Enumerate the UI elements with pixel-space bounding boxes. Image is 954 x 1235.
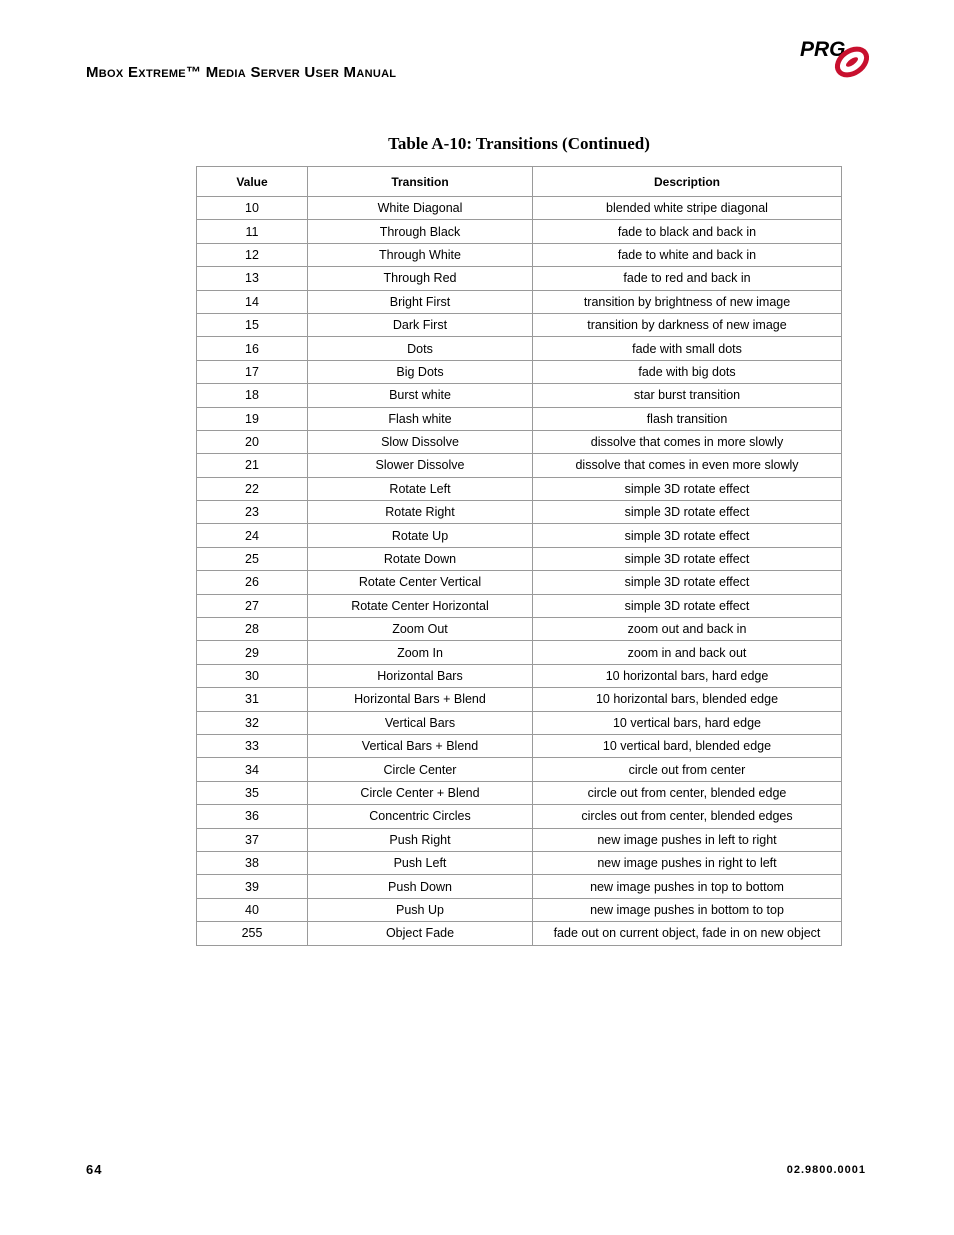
cell-transition: Concentric Circles <box>308 805 533 828</box>
table-row <box>197 384 842 407</box>
cell-description: star burst transition <box>533 384 842 407</box>
cell-transition: Push Down <box>308 875 533 898</box>
table-row <box>197 313 842 336</box>
table-row <box>197 547 842 570</box>
cell-value: 35 <box>197 781 308 804</box>
cell-transition: Through Black <box>308 220 533 243</box>
cell-value: 11 <box>197 220 308 243</box>
column-header-description: Description <box>533 167 842 197</box>
cell-transition: Flash white <box>308 407 533 430</box>
cell-description: zoom out and back in <box>533 618 842 641</box>
table-row <box>197 898 842 921</box>
cell-value: 32 <box>197 711 308 734</box>
cell-description: simple 3D rotate effect <box>533 501 842 524</box>
table-body <box>197 197 842 946</box>
table-row <box>197 805 842 828</box>
table-row <box>197 337 842 360</box>
cell-description: dissolve that comes in even more slowly <box>533 454 842 477</box>
table-row <box>197 875 842 898</box>
cell-value: 17 <box>197 360 308 383</box>
cell-value: 22 <box>197 477 308 500</box>
cell-description: simple 3D rotate effect <box>533 477 842 500</box>
cell-transition: Rotate Center Horizontal <box>308 594 533 617</box>
table-title: Table A-10: Transitions (Continued) <box>388 134 650 153</box>
table-row <box>197 220 842 243</box>
transitions-table <box>196 166 842 946</box>
cell-description: fade to black and back in <box>533 220 842 243</box>
table-row <box>197 197 842 220</box>
cell-value: 39 <box>197 875 308 898</box>
table-row <box>197 758 842 781</box>
cell-transition: Horizontal Bars + Blend <box>308 688 533 711</box>
cell-value: 30 <box>197 664 308 687</box>
table-row <box>197 711 842 734</box>
cell-description: new image pushes in left to right <box>533 828 842 851</box>
cell-value: 12 <box>197 243 308 266</box>
document-number: 02.9800.0001 <box>786 1164 866 1176</box>
table-row <box>197 594 842 617</box>
cell-description: fade to red and back in <box>533 267 842 290</box>
cell-value: 14 <box>197 290 308 313</box>
cell-value: 13 <box>197 267 308 290</box>
table-row <box>197 828 842 851</box>
cell-description: transition by brightness of new image <box>533 290 842 313</box>
cell-value: 20 <box>197 430 308 453</box>
cell-description: blended white stripe diagonal <box>533 197 842 220</box>
manual-title: Mbox Extreme™ Media Server User Manual <box>86 64 397 81</box>
cell-transition: Push Right <box>308 828 533 851</box>
table-row <box>197 290 842 313</box>
cell-description: fade with big dots <box>533 360 842 383</box>
table-row <box>197 641 842 664</box>
table-row <box>197 571 842 594</box>
cell-transition: Slower Dissolve <box>308 454 533 477</box>
logo-text: PRG <box>800 38 846 61</box>
cell-transition: Bright First <box>308 290 533 313</box>
cell-description: new image pushes in bottom to top <box>533 898 842 921</box>
cell-description: fade out on current object, fade in on new object <box>533 922 842 945</box>
cell-description: circle out from center <box>533 758 842 781</box>
table-row <box>197 243 842 266</box>
cell-description: simple 3D rotate effect <box>533 594 842 617</box>
cell-description: 10 horizontal bars, hard edge <box>533 664 842 687</box>
cell-transition: Rotate Center Vertical <box>308 571 533 594</box>
cell-transition: Circle Center + Blend <box>308 781 533 804</box>
table-row <box>197 618 842 641</box>
table-row <box>197 360 842 383</box>
cell-description: simple 3D rotate effect <box>533 547 842 570</box>
cell-value: 31 <box>197 688 308 711</box>
cell-value: 27 <box>197 594 308 617</box>
cell-description: 10 vertical bars, hard edge <box>533 711 842 734</box>
cell-transition: Push Up <box>308 898 533 921</box>
cell-value: 24 <box>197 524 308 547</box>
column-header-transition: Transition <box>308 167 533 197</box>
cell-transition: Through Red <box>308 267 533 290</box>
table-row <box>197 454 842 477</box>
table-row <box>197 477 842 500</box>
table-row <box>197 524 842 547</box>
cell-transition: Slow Dissolve <box>308 430 533 453</box>
cell-transition: Rotate Left <box>308 477 533 500</box>
cell-transition: Through White <box>308 243 533 266</box>
cell-transition: Zoom In <box>308 641 533 664</box>
table-row <box>197 501 842 524</box>
cell-value: 19 <box>197 407 308 430</box>
table-row <box>197 851 842 874</box>
column-header-value: Value <box>197 167 308 197</box>
cell-description: new image pushes in top to bottom <box>533 875 842 898</box>
cell-value: 40 <box>197 898 308 921</box>
cell-description: circles out from center, blended edges <box>533 805 842 828</box>
cell-value: 36 <box>197 805 308 828</box>
table-row <box>197 734 842 757</box>
cell-value: 16 <box>197 337 308 360</box>
cell-transition: Rotate Down <box>308 547 533 570</box>
cell-description: zoom in and back out <box>533 641 842 664</box>
cell-transition: Rotate Up <box>308 524 533 547</box>
cell-description: circle out from center, blended edge <box>533 781 842 804</box>
table-row <box>197 922 842 945</box>
prg-logo <box>798 36 874 82</box>
cell-value: 33 <box>197 734 308 757</box>
cell-description: fade with small dots <box>533 337 842 360</box>
cell-value: 21 <box>197 454 308 477</box>
cell-transition: Vertical Bars <box>308 711 533 734</box>
cell-transition: Dots <box>308 337 533 360</box>
cell-value: 25 <box>197 547 308 570</box>
cell-value: 34 <box>197 758 308 781</box>
cell-description: new image pushes in right to left <box>533 851 842 874</box>
cell-value: 29 <box>197 641 308 664</box>
cell-value: 37 <box>197 828 308 851</box>
cell-transition: Push Left <box>308 851 533 874</box>
table-header-row <box>197 167 842 197</box>
table-row <box>197 430 842 453</box>
cell-description: simple 3D rotate effect <box>533 571 842 594</box>
cell-transition: Horizontal Bars <box>308 664 533 687</box>
cell-value: 10 <box>197 197 308 220</box>
cell-description: 10 horizontal bars, blended edge <box>533 688 842 711</box>
cell-value: 38 <box>197 851 308 874</box>
cell-description: simple 3D rotate effect <box>533 524 842 547</box>
cell-value: 255 <box>197 922 308 945</box>
cell-transition: White Diagonal <box>308 197 533 220</box>
table-row <box>197 664 842 687</box>
cell-value: 15 <box>197 313 308 336</box>
cell-value: 23 <box>197 501 308 524</box>
cell-transition: Zoom Out <box>308 618 533 641</box>
cell-description: flash transition <box>533 407 842 430</box>
table-row <box>197 267 842 290</box>
table-row <box>197 407 842 430</box>
cell-description: 10 vertical bard, blended edge <box>533 734 842 757</box>
cell-transition: Object Fade <box>308 922 533 945</box>
cell-transition: Burst white <box>308 384 533 407</box>
cell-value: 26 <box>197 571 308 594</box>
cell-transition: Dark First <box>308 313 533 336</box>
page-number: 64 <box>86 1162 103 1177</box>
cell-value: 28 <box>197 618 308 641</box>
cell-transition: Big Dots <box>308 360 533 383</box>
table-row <box>197 781 842 804</box>
table-row <box>197 688 842 711</box>
cell-description: fade to white and back in <box>533 243 842 266</box>
cell-transition: Circle Center <box>308 758 533 781</box>
cell-transition: Vertical Bars + Blend <box>308 734 533 757</box>
cell-description: transition by darkness of new image <box>533 313 842 336</box>
cell-description: dissolve that comes in more slowly <box>533 430 842 453</box>
cell-value: 18 <box>197 384 308 407</box>
cell-transition: Rotate Right <box>308 501 533 524</box>
